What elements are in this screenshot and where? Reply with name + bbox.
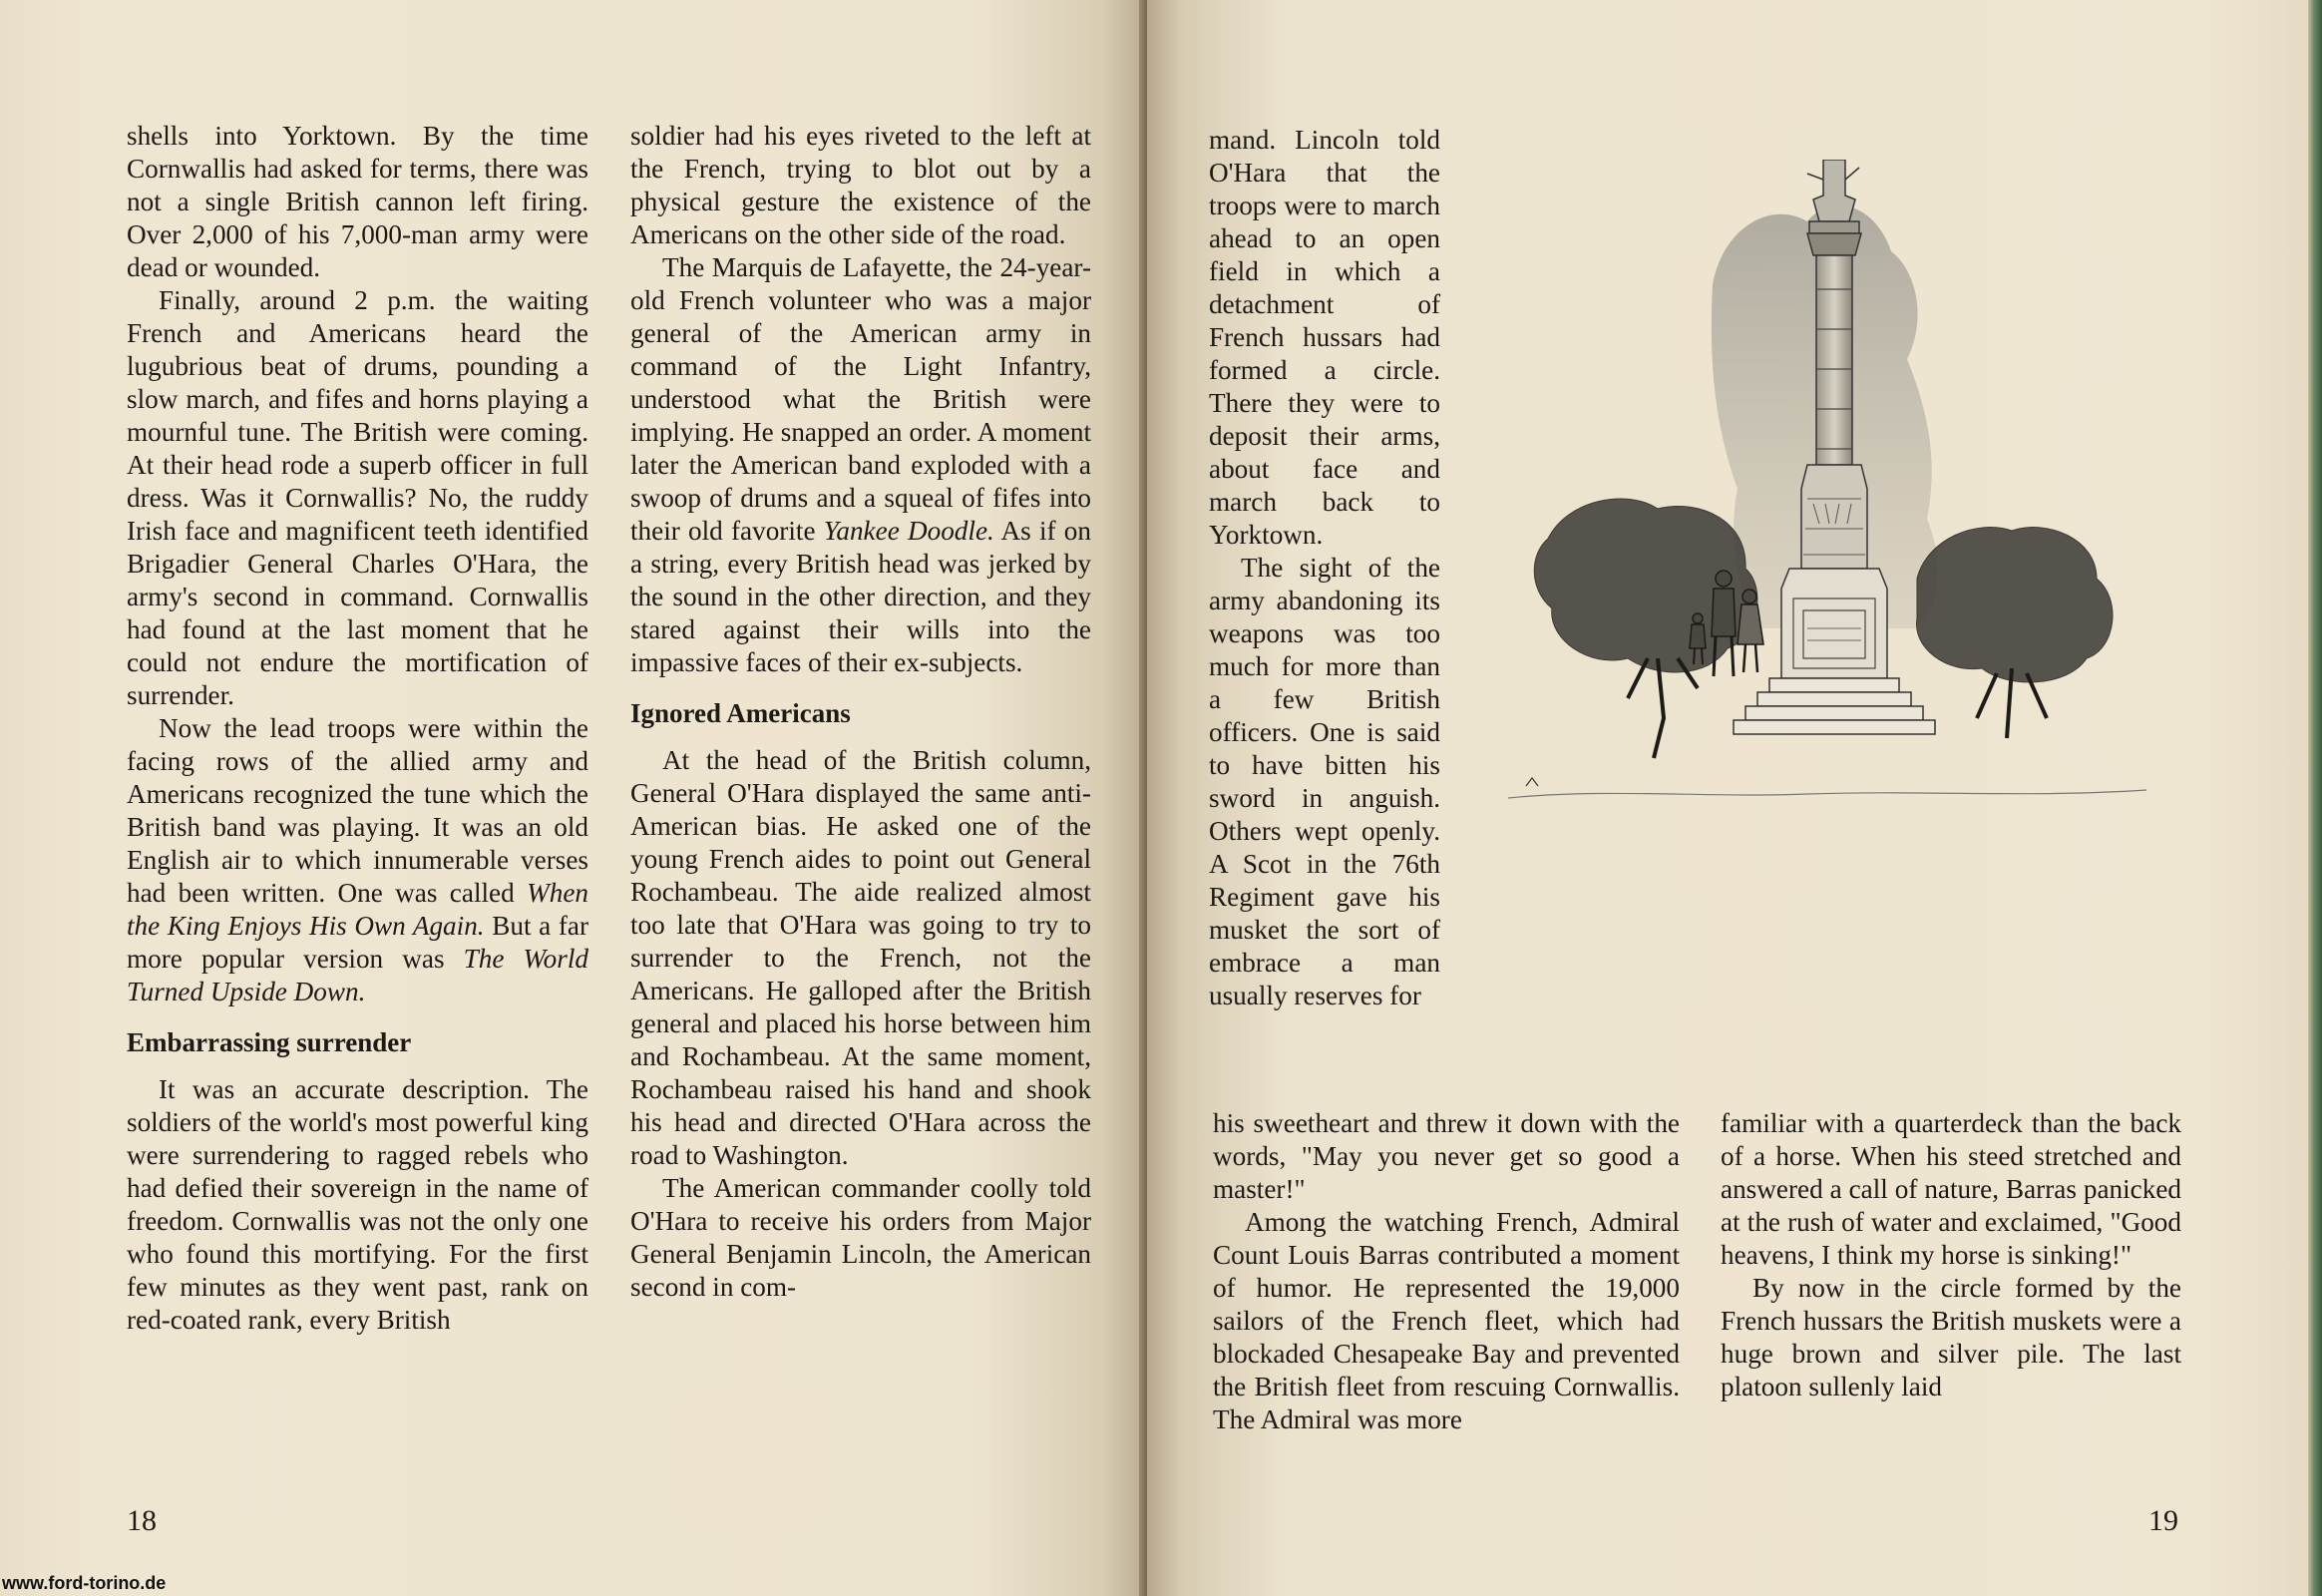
paragraph: mand. Lincoln told O'Hara that the troops were to march ahead to an open field in which a detachment of French hussars had formed a circle. There they were to deposit their arms, about face and march back to Yorktown. [1209, 125, 1440, 550]
column-drum [1801, 465, 1867, 569]
page-number: 19 [2148, 1504, 2178, 1537]
paragraph: The American commander coolly told O'Hara to receive his orders from Major General Benjamin Lincoln, the American second in com- [630, 1173, 1091, 1302]
left-page [0, 0, 1147, 1596]
paragraph: Among the watching French, Admiral Count Louis Barras contributed a moment of humor. He represented the 19,000 sailors of the French fleet, which had blockaded Chesapeake Bay and prevented the British fleet from rescuing Cornwallis. The Admiral was more [1213, 1207, 1680, 1434]
monument-illustration [1508, 160, 2166, 998]
pedestal [1781, 569, 1887, 678]
paragraph: Finally, around 2 p.m. the waiting French and Americans heard the lugubrious beat of drums, pounding a slow march, and fifes and horns playing a mournful tune. The British were coming. At their head rode a superb officer in full dress. Was it Cornwallis? No, the ruddy Irish face and magnificent teeth identified Brigadier General Charles O'Hara, the army's second in command. Cornwallis had found at the last moment that he could not endure the mortification of surrender. [127, 285, 588, 710]
paragraph: By now in the circle formed by the French hussars the British muskets were a huge brown and silver pile. The last platoon sullenly laid [1721, 1273, 2181, 1401]
paragraph: The Marquis de Lafayette, the 24-year-old French volunteer who was a major general of the American army in command of the Light Infantry, understood what the British were implying. He snapped an order. A moment later the American band exploded with a swoop of drums and a squeal of fifes into their old favorite Yankee Doodle. As if on a string, every British head was jerked by the sound in the other direction, and they stared against their wills into the impassive faces of their ex-subjects. [630, 252, 1091, 677]
paragraph: his sweetheart and threw it down with the words, "May you never get so good a master!" [1213, 1108, 1680, 1204]
paragraph: soldier had his eyes riveted to the left at the French, trying to blot out by a physical gesture the existence of the Americans on the other side of the road. [630, 121, 1091, 249]
left-column-1 [127, 120, 588, 1337]
song-title: Yankee Doodle. [823, 516, 994, 546]
right-tree [1917, 528, 2113, 738]
song-title: The World Turned Upside Down. [127, 944, 588, 1006]
right-column-2 [1721, 1107, 2181, 1403]
song-title: When the King Enjoys His Own Again. [127, 878, 588, 941]
watermark: www.ford-torino.de [2, 1573, 167, 1593]
paragraph: shells into Yorktown. By the time Cornwallis had asked for terms, there was not a single British cannon left firing. Over 2,000 of his 7,000-man army were dead or wounded. [127, 121, 588, 282]
steps [1734, 678, 1935, 734]
left-column-2 [630, 120, 1091, 1304]
ground [1508, 790, 2146, 798]
paragraph: Now the lead troops were within the facing rows of the allied army and Americans recognized the tune which the British band was playing. It was an old English air to which innumerable verses had been written. One was called When the King Enjoys His Own Again. But a far more popular version was The World Turned Upside Down. [127, 713, 588, 1006]
right-column-1-wide [1213, 1107, 1680, 1436]
column-capital [1807, 233, 1861, 255]
page-edge [2308, 0, 2322, 1596]
column-shaft [1816, 255, 1852, 465]
right-column-1-narrow [1209, 124, 1440, 1012]
section-heading: Embarrassing surrender [127, 1027, 412, 1057]
paragraph: At the head of the British column, General O'Hara displayed the same anti-American bias. He asked one of the young French aides to point out General Rochambeau. The aide realized almost too late that O'Hara was going to try to surrender to the French, not the Americans. He galloped after the British general and placed his horse between him and Rochambeau. At the same moment, Rochambeau raised his hand and shook his head and directed O'Hara across the road to Washington. [630, 745, 1091, 1170]
page-number: 18 [127, 1504, 157, 1537]
statue [1807, 160, 1859, 233]
paragraph: familiar with a quarterdeck than the back of a horse. When his steed stretched and answered a call of nature, Barras panicked at the rush of water and exclaimed, "Good heavens, I think my horse is sinking!" [1721, 1108, 2181, 1270]
paragraph: It was an accurate description. The soldiers of the world's most powerful king were surrendering to ragged rebels who had defied their sovereign in the name of freedom. Cornwallis was not the only one who found this mortifying. For the first few minutes as they went past, rank on red-coated rank, every British [127, 1074, 588, 1335]
section-heading: Ignored Americans [630, 698, 851, 728]
paragraph: The sight of the army abandoning its weapons was too much for more than a few British officers. One is said to have bitten his sword in anguish. Others wept openly. A Scot in the 76th Regiment gave his musket the sort of embrace a man usually reserves for [1209, 553, 1440, 1010]
